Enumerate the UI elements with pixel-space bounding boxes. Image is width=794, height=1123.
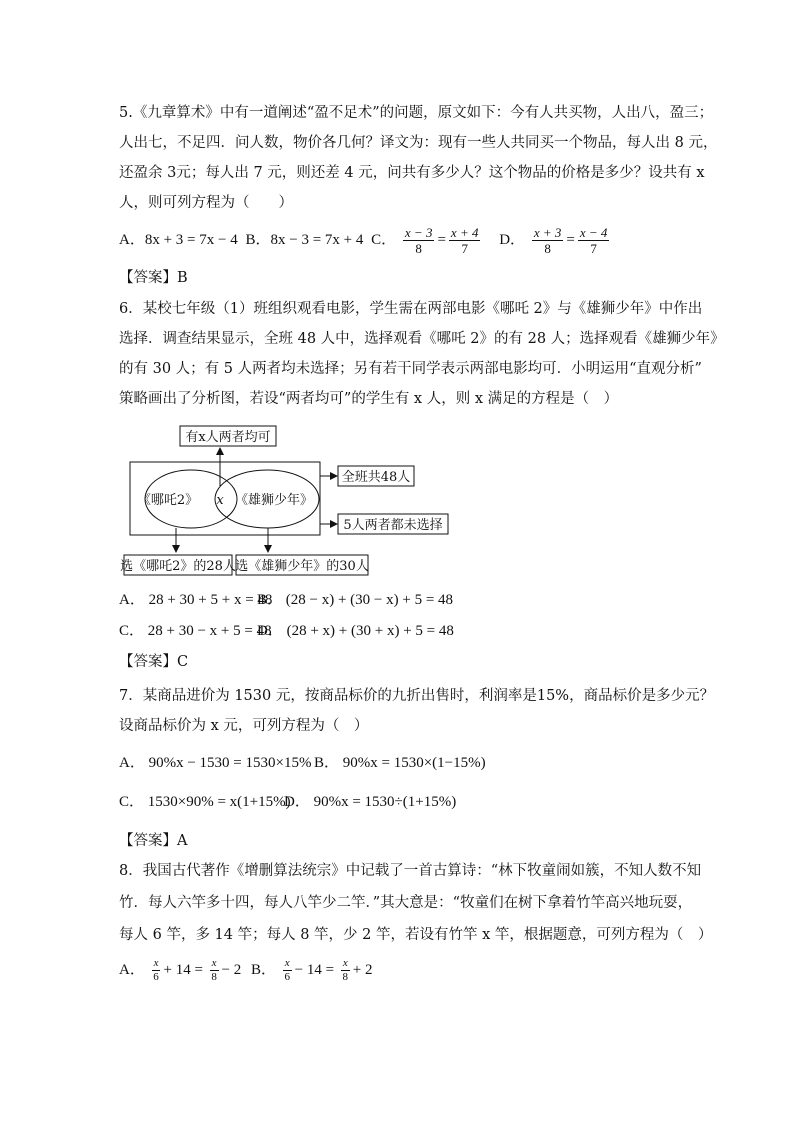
q8-line-3: 每人 6 竿，多 14 竿；每人 8 竿，少 2 竿，若设有竹竿 x 竿，根据题意，可列方程为（ ） [119,927,713,943]
q8-line-2: 竹．每人六竿多十四，每人八竿少二竿．”其大意是：“牧童们在树下拿着竹竿高兴地玩耍， [119,895,693,911]
diagram-bottom-box-2-label: 选《雄狮少年》的30人 [235,559,369,574]
diagram-right-box-1-label: 全班共48人 [341,470,411,485]
q8-option-b-fraction-1: $\frac{x}{6}$ [284,957,290,983]
q5-option-a: 8x + 3 = 7x − 4 [144,231,238,248]
diagram-top-box-label: 有x人两者均可 [185,430,271,445]
q6-line-4: 策略画出了分析图，若设“两者均可”的学生有 x 人，则 x 满足的方程是（ ） [119,391,619,407]
q8-option-b-label: B． [251,961,277,978]
q7-options-row-1 [119,753,486,773]
q5-option-d-fraction-2: $\frac{x - 4}{7}$ [579,225,608,256]
q7-options-row-2 [119,792,456,812]
q5-option-c-equals: = [437,231,446,248]
diagram-intersection-label: x [216,493,224,508]
venn-analysis-diagram [120,424,443,580]
q7-option-a: A． 90%x − 1530 = 1530×15% [119,755,312,771]
q8-option-b-part-1: − 14 = [294,961,335,978]
q5-option-d-fraction-1: $\frac{x + 3}{8}$ [533,225,562,256]
q8-option-a-fraction-2: $\frac{x}{8}$ [211,957,217,983]
q5-option-c-label: C． [371,231,397,248]
diagram-left-circle-label: 《哪吒2》 [137,493,199,508]
q8-line-1: 8．我国古代著作《增删算法统宗》中记载了一首古算诗：“林下牧童闹如簇，不知人数不知 [119,863,702,879]
q6-option-a: A． 28 + 30 + 5 + x = 48 [119,592,273,608]
q5-answer: 【答案】B [119,270,188,286]
q6-option-c: C． 28 + 30 − x + 5 = 48 [119,623,272,639]
q6-line-2: 选择．调查结果显示，全班 48 人中，选择观看《哪吒 2》的有 28 人；选择观看《雄狮少年》 [119,331,725,347]
q5-line-4: 人，则可列方程为（ ） [119,195,293,211]
q6-answer: 【答案】C [119,654,189,670]
diagram-right-box-2-label: 5人两者都未选择 [343,518,443,533]
q8-option-a-fraction-1: $\frac{x}{6}$ [153,957,159,983]
q5-option-a-label: A． [119,231,145,248]
q5-line-3: 还盈余 3元；每人出 7 元，则还差 4 元，问共有多少人？这个物品的价格是多少？设共有 x [119,165,705,181]
q6-option-d: D． (28 + x) + (30 + x) + 5 = 48 [257,623,454,639]
q5-line-1: 5.《九章算术》中有一道阐述“盈不足术”的问题，原文如下：今有人共买物，人出八，盈三； [119,105,714,121]
q7-line-2: 设商品标价为 x 元，可列方程为（ ） [119,718,369,734]
q5-option-d-equals: = [566,231,575,248]
q6-line-1: 6．某校七年级（1）班组织观看电影，学生需在两部电影《哪吒 2》与《雄狮少年》中作出 [119,301,703,317]
q8-options [119,958,372,983]
q5-option-d-label: D． [499,231,526,248]
q8-option-b-fraction-2: $\frac{x}{8}$ [342,957,349,983]
q7-line-1: 7．某商品进价为 1530 元，按商品标价的九折出售时，利润率是15%，商品标价是多少元？ [119,688,715,704]
diagram-bottom-box-1-label: 选《哪吒2》的28人 [120,559,236,574]
q7-option-c: C． 1530×90% = x(1+15%) [119,794,291,810]
q8-option-a-part-1: + 14 = [163,961,203,978]
q5-option-c-fraction-1: $\frac{x - 3}{8}$ [404,225,433,256]
q5-line-2: 人出七，不足四．问人数，物价各几何？译文为：现有一些人共同买一个物品，每人出 8 元， [119,135,718,151]
q5-option-b: 8x − 3 = 7x + 4 [270,231,364,248]
q6-option-b: B． (28 − x) + (30 − x) + 5 = 48 [257,592,454,608]
q7-option-b: B． 90%x = 1530×(1−15%) [314,755,486,771]
q5-option-b-label: B． [245,231,271,248]
q5-option-c-fraction-2: $\frac{x + 4}{7}$ [450,225,479,256]
q6-options-row-1 [119,590,453,610]
q7-answer: 【答案】A [119,833,188,849]
q6-options-row-2 [119,621,454,641]
q8-option-a-label: A． [119,961,145,978]
q6-line-3: 的有 30 人；有 5 人两者均未选择；另有若干同学表示两部电影均可．小明运用“直观分析” [119,361,702,377]
q7-option-d: D． 90%x = 1530÷(1+15%) [284,794,457,810]
q5-options [119,226,612,255]
q8-option-a-part-2: − 2 [221,961,242,978]
q8-option-b-part-2: + 2 [352,961,373,978]
diagram-right-circle-label: 《雄狮少年》 [234,493,314,508]
